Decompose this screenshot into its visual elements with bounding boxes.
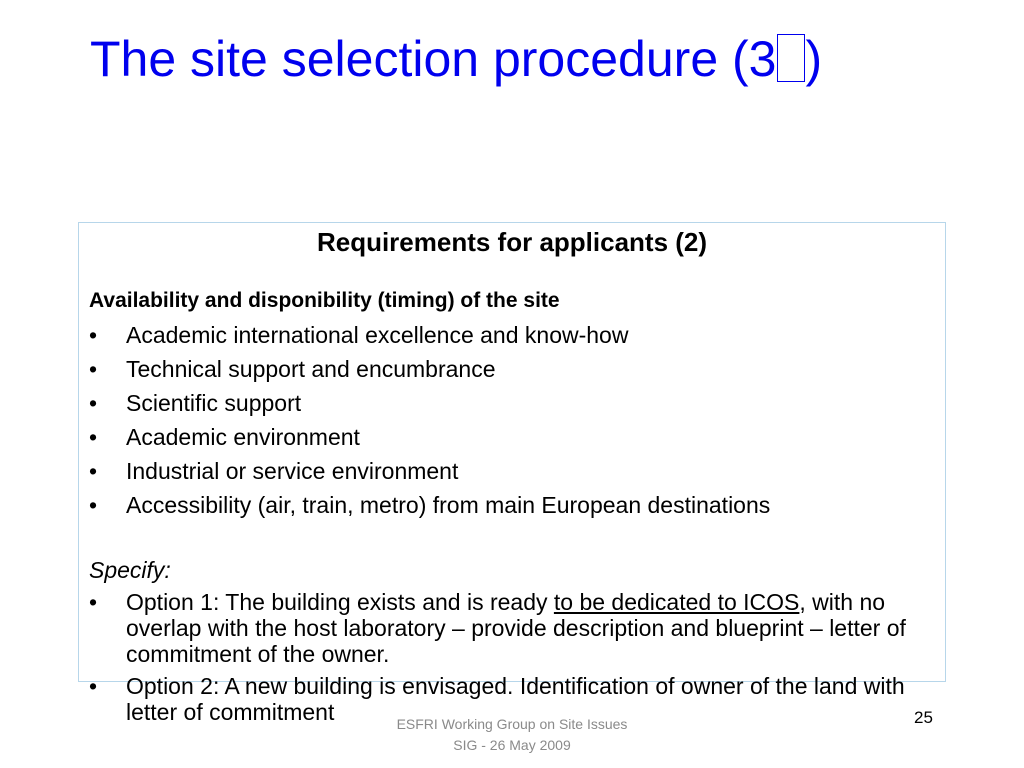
list-item-text: Industrial or service environment <box>126 458 459 484</box>
slide-title <box>90 30 822 88</box>
list-item <box>89 490 949 524</box>
missing-glyph-icon <box>777 34 805 82</box>
box-heading: Requirements for applicants (2) <box>316 227 708 257</box>
section-heading: Availability and disponibility (timing) of the site <box>89 289 560 312</box>
bullet-icon: • <box>89 589 98 615</box>
options-list <box>89 589 949 731</box>
list-item <box>89 456 949 490</box>
list-item-text: Accessibility (air, train, metro) from main European destinations <box>126 492 771 518</box>
list-item-text: Scientific support <box>126 390 302 416</box>
bullet-icon: • <box>89 424 98 450</box>
slide-title-text: The site selection procedure (3 <box>90 31 777 87</box>
requirements-list <box>89 320 949 524</box>
bullet-icon: • <box>89 492 98 518</box>
list-item <box>89 422 949 456</box>
page-number: 25 <box>914 708 933 727</box>
list-item-option-1 <box>89 589 949 667</box>
list-item <box>89 388 949 422</box>
footer <box>0 714 1024 756</box>
option-1-underlined-text: to be dedicated to ICOS <box>553 589 800 615</box>
footer-line-1: ESFRI Working Group on Site Issues <box>396 716 628 732</box>
list-item-text: Academic environment <box>126 424 360 450</box>
specify-label: Specify: <box>89 557 171 583</box>
bullet-icon: • <box>89 356 98 382</box>
bullet-icon: • <box>89 673 98 699</box>
footer-line-2: SIG - 26 May 2009 <box>453 737 571 753</box>
bullet-icon: • <box>89 458 98 484</box>
option-1-text-pre: Option 1: The building exists and is ready <box>126 589 554 615</box>
list-item-text: Technical support and encumbrance <box>126 356 496 382</box>
option-2-text: Option 2: A new building is envisaged. Identification of owner of the land with letter of commitment <box>126 673 905 725</box>
list-item <box>89 354 949 388</box>
option-1-text-post: , with no overlap with the host laboratory – provide description and blueprint – letter of commitment of the owner. <box>126 589 906 667</box>
list-item-text: Academic international excellence and know-how <box>126 322 629 348</box>
bullet-icon: • <box>89 322 98 348</box>
list-item <box>89 320 949 354</box>
bullet-icon: • <box>89 390 98 416</box>
slide-title-end: ) <box>805 31 823 87</box>
